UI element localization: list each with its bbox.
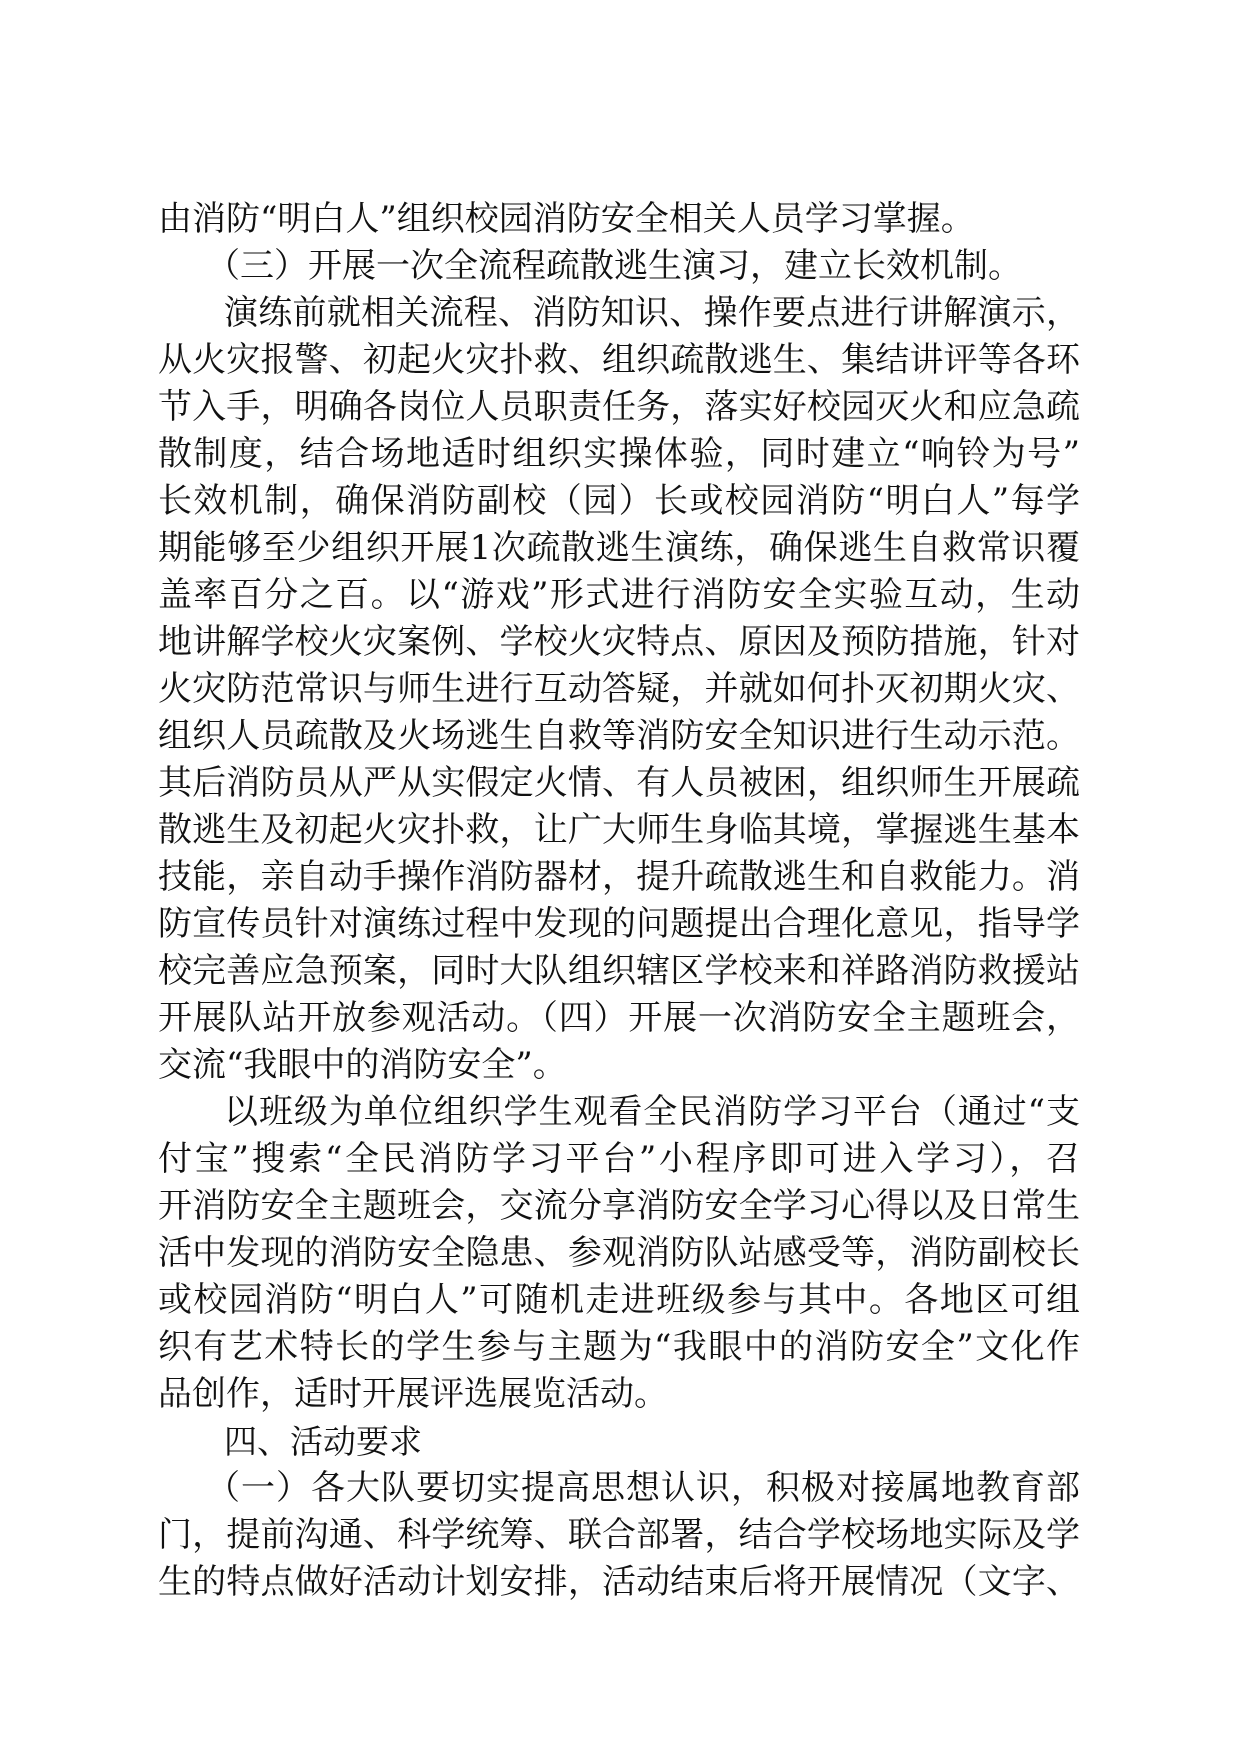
paragraph-line: 交流“我眼中的消防安全”。 — [158, 1045, 567, 1085]
paragraph-line: 组织人员疏散及火场逃生自救等消防安全知识进行生动示范。 — [158, 716, 1080, 756]
paragraph-line: 以班级为单位组织学生观看全民消防学习平台（通过“支 — [224, 1092, 1080, 1132]
paragraph-line: 火灾防范常识与师生进行互动答疑，并就如何扑灭初期火灾、 — [158, 669, 1080, 709]
document-body — [158, 196, 1080, 1606]
paragraph-line: 门，提前沟通、科学统筹、联合部署，结合学校场地实际及学 — [158, 1515, 1080, 1555]
paragraph-line: 由消防“明白人”组织校园消防安全相关人员学习掌握。 — [158, 199, 975, 239]
paragraph-line: 防宣传员针对演练过程中发现的问题提出合理化意见，指导学 — [158, 904, 1080, 944]
paragraph-line: 散制度，结合场地适时组织实操体验，同时建立“响铃为号” — [158, 434, 1080, 474]
section-subheading: （三）开展一次全流程疏散逃生演习，建立长效机制。 — [206, 246, 1022, 286]
paragraph-line: 活中发现的消防安全隐患、参观消防队站感受等，消防副校长 — [158, 1233, 1080, 1273]
paragraph-line: 长效机制，确保消防副校（园）长或校园消防“明白人”每学 — [158, 481, 1080, 521]
paragraph-line: 从火灾报警、初起火灾扑救、组织疏散逃生、集结讲评等各环 — [158, 340, 1080, 380]
paragraph-line: 织有艺术特长的学生参与主题为“我眼中的消防安全”文化作 — [158, 1327, 1080, 1367]
paragraph-line: 校完善应急预案，同时大队组织辖区学校来和祥路消防救援站 — [158, 951, 1080, 991]
paragraph-line: 或校园消防“明白人”可随机走进班级参与其中。各地区可组 — [158, 1280, 1080, 1320]
paragraph-line: 其后消防员从严从实假定火情、有人员被困，组织师生开展疏 — [158, 763, 1080, 803]
paragraph-line: 地讲解学校火灾案例、学校火灾特点、原因及预防措施，针对 — [158, 622, 1080, 662]
paragraph-line: 期能够至少组织开展1次疏散逃生演练，确保逃生自救常识覆 — [158, 528, 1080, 568]
paragraph-line: 演练前就相关流程、消防知识、操作要点进行讲解演示， — [224, 293, 1080, 333]
paragraph-line: 开展队站开放参观活动。（四）开展一次消防安全主题班会， — [158, 998, 1080, 1038]
paragraph-line: 生的特点做好活动计划安排，活动结束后将开展情况（文字、 — [158, 1562, 1080, 1602]
paragraph-line: 技能，亲自动手操作消防器材，提升疏散逃生和自救能力。消 — [158, 857, 1080, 897]
paragraph-line: 付宝”搜索“全民消防学习平台”小程序即可进入学习），召 — [158, 1139, 1080, 1179]
paragraph-line: 开消防安全主题班会，交流分享消防安全学习心得以及日常生 — [158, 1186, 1080, 1226]
paragraph-line: 品创作，适时开展评选展览活动。 — [158, 1374, 668, 1414]
paragraph-line: 节入手，明确各岗位人员职责任务，落实好校园灭火和应急疏 — [158, 387, 1080, 427]
paragraph-line: 盖率百分之百。以“游戏”形式进行消防安全实验互动，生动 — [158, 575, 1080, 615]
paragraph-line: （一）各大队要切实提高思想认识，积极对接属地教育部 — [206, 1468, 1080, 1508]
paragraph-line: 散逃生及初起火灾扑救，让广大师生身临其境，掌握逃生基本 — [158, 810, 1080, 850]
section-heading: 四、活动要求 — [224, 1422, 422, 1461]
